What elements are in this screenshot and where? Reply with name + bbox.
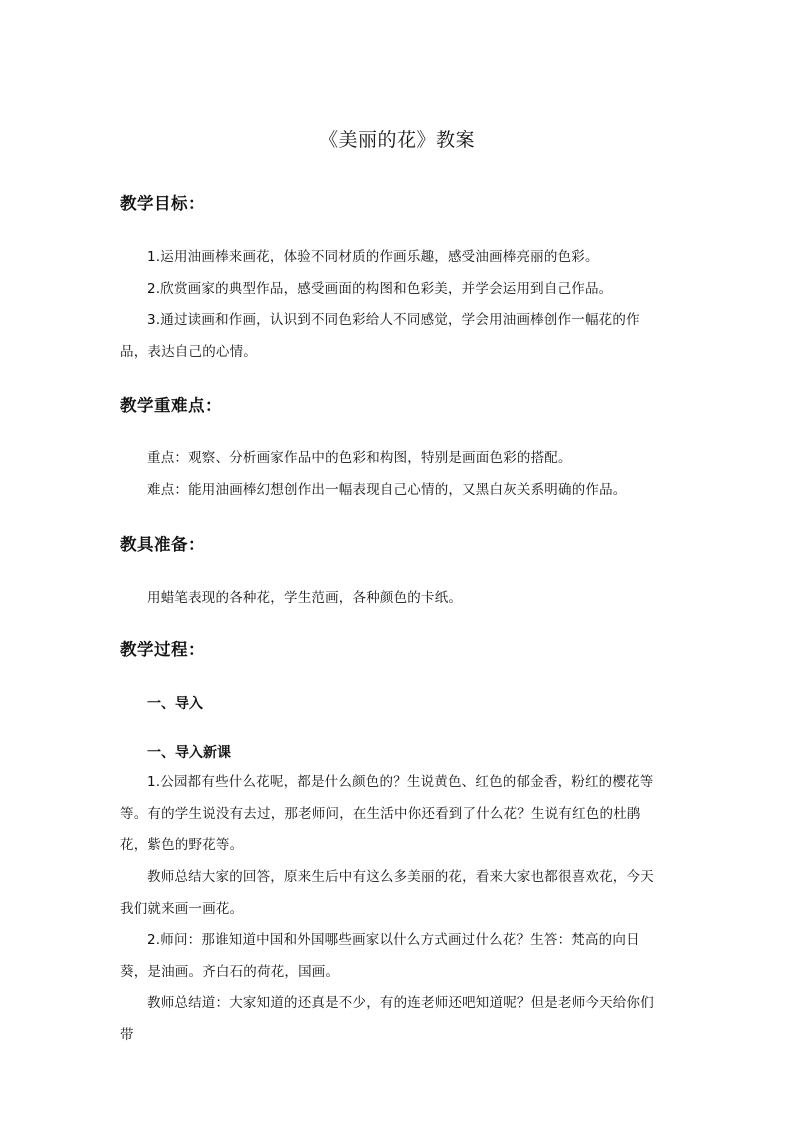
process-subheading-new-lesson: 一、导入新课	[147, 745, 231, 761]
materials-text: 用蜡笔表现的各种花，学生范画，各种颜色的卡纸。	[147, 590, 463, 606]
process-paragraph-4: 教师总结道：大家知道的还真是不少，有的连老师还吧知道呢？但是老师今天给你们带	[120, 995, 654, 1043]
objective-item-3: 3.通过读画和作画，认识到不同色彩给人不同感觉，学会用油画棒创作一幅花的作品，表达自己的心情。	[120, 312, 640, 360]
process-paragraph-3: 2.师问：那谁知道中国和外国哪些画家以什么方式画过什么花？生答：梵高的向日葵，是油画。齐白石的荷花，国画。	[120, 932, 640, 980]
process-heading: 教学过程：	[120, 640, 205, 659]
document-title: 《美丽的花》教案	[318, 129, 475, 151]
objective-item-2: 2.欣赏画家的典型作品，感受画面的构图和色彩美，并学会运用到自己作品。	[147, 281, 613, 297]
key-point-difficulty: 难点：能用油画棒幻想创作出一幅表现自己心情的，又黑白灰关系明确的作品。	[147, 482, 627, 498]
process-paragraph-1: 1.公园都有些什么花呢，都是什么颜色的？生说黄色、红色的郁金香，粉红的樱花等等。有的学生说没有去过，那老师问，在生活中你还看到了什么花？生说有红色的杜鹃花，紫色的野花等。	[120, 774, 654, 853]
process-paragraph-2: 教师总结大家的回答，原来生后中有这么多美丽的花，看来大家也都很喜欢花，今天我们就来画一画花。	[120, 869, 654, 917]
materials-heading: 教具准备：	[120, 535, 205, 554]
objective-item-1: 1.运用油画棒来画花，体验不同材质的作画乐趣，感受油画棒亮丽的色彩。	[147, 249, 599, 265]
process-subheading-intro: 一、导入	[147, 696, 203, 712]
key-points-heading: 教学重难点：	[120, 396, 222, 415]
objectives-heading: 教学目标：	[120, 194, 205, 213]
key-point-focus: 重点：观察、分析画家作品中的色彩和构图，特别是画面色彩的搭配。	[147, 450, 572, 466]
